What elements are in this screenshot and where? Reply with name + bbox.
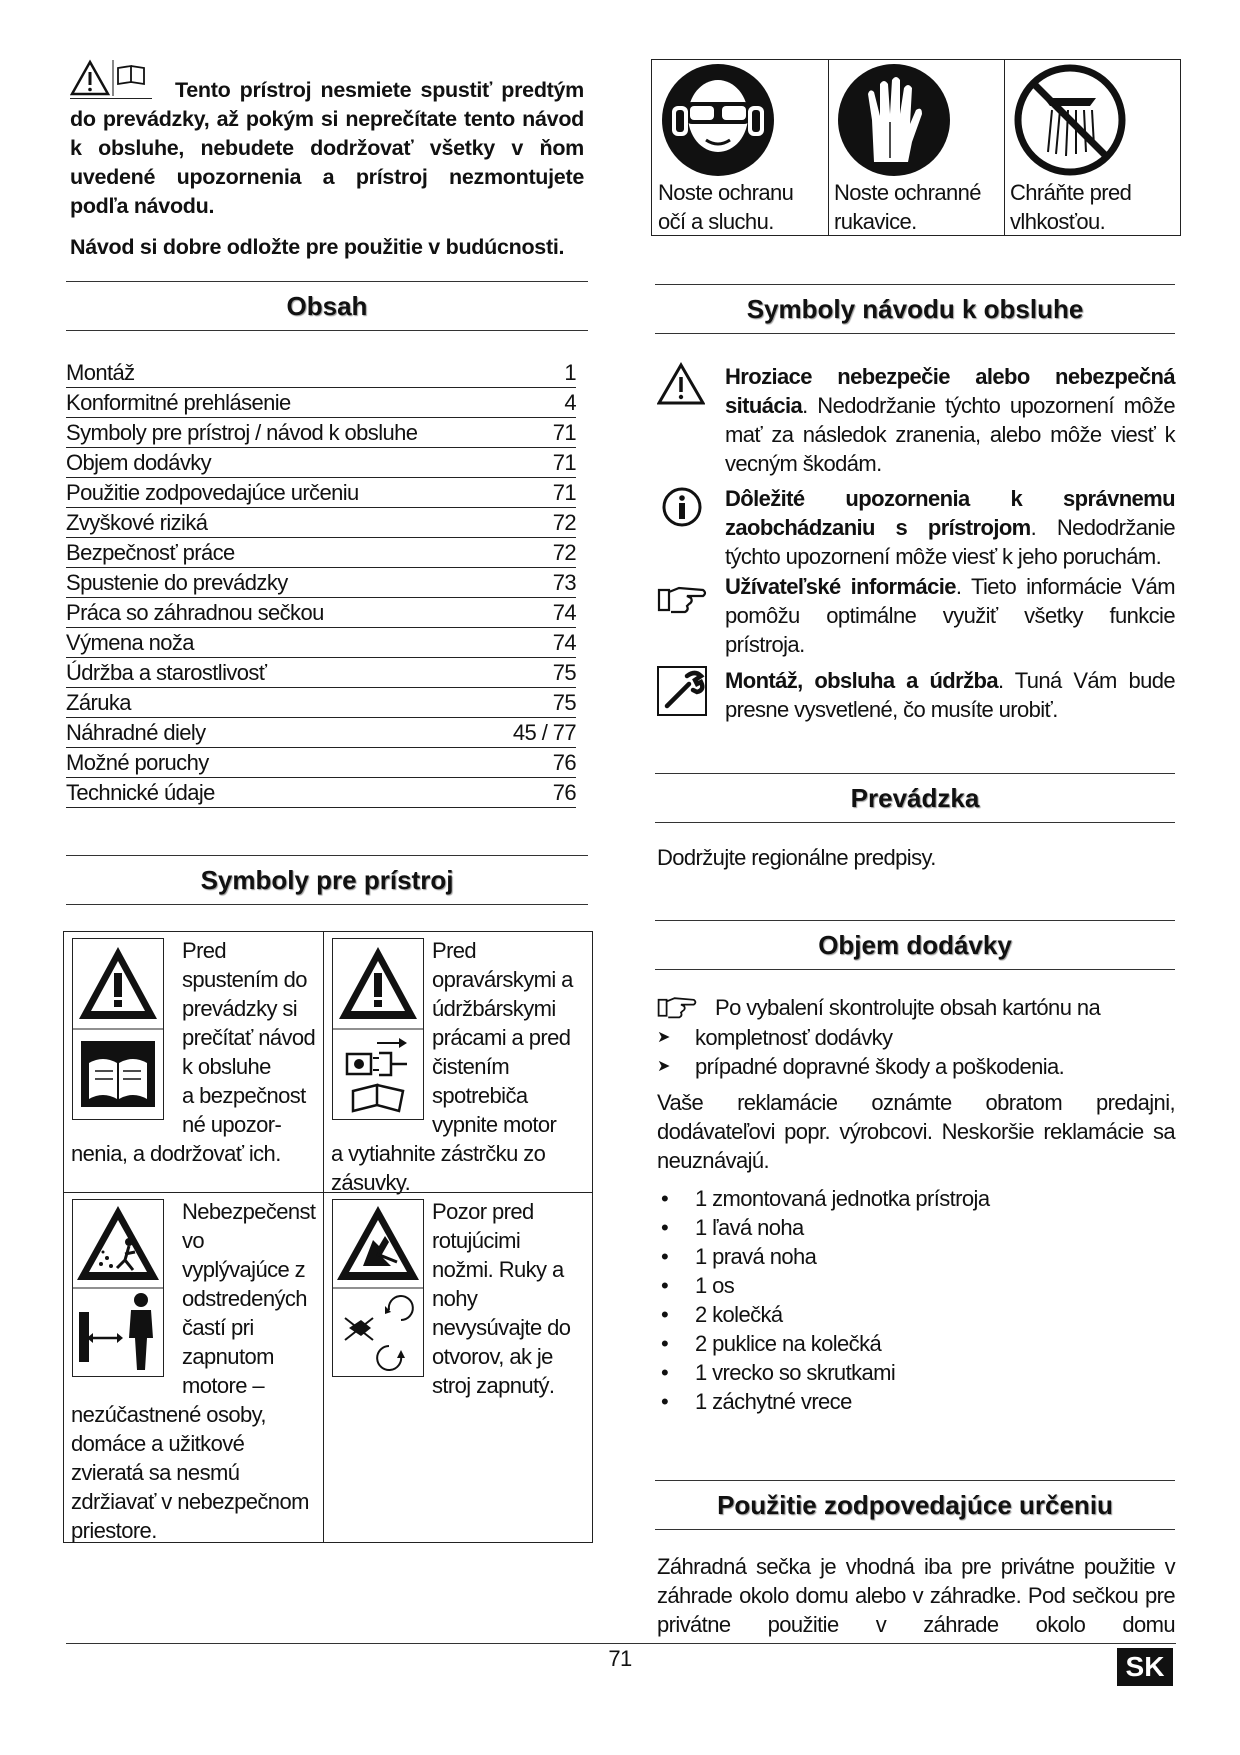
warning-triangle-icon — [79, 947, 157, 1019]
toc-row — [66, 778, 576, 808]
delivery-checks — [657, 1023, 1175, 1081]
symbol-text-line: nevysúvajte do — [432, 1315, 571, 1340]
manual-symbols-title: Symboly návodu k obsluhe — [655, 284, 1175, 334]
toc-label: Technické údaje — [66, 780, 215, 805]
symbol-text-line: spotrebiča — [432, 1083, 528, 1108]
symbol-text-line: údržbárskymi — [432, 996, 556, 1021]
toc-label: Montáž — [66, 360, 135, 385]
manual-book-icon — [81, 1041, 155, 1107]
symbol-text-line: nenia, a dodržovať ich. — [71, 1141, 281, 1166]
symbol-cell-side-text — [182, 936, 324, 1139]
ppe-cell — [652, 60, 829, 235]
symbol-text-line: prečítať návod — [182, 1025, 316, 1050]
flying-debris-warning-icon — [77, 1206, 159, 1280]
symbol-cell-unplug — [323, 931, 593, 1193]
symbol-text-line: vo — [182, 1228, 205, 1253]
info-icon — [661, 486, 703, 528]
delivery-item — [657, 1271, 1175, 1300]
ppe-label: Noste ochranné rukavice. — [834, 180, 981, 234]
arrow-bullet-icon: ➤ — [657, 1058, 670, 1075]
symbol-text-line: prevádzky si — [182, 996, 298, 1021]
bullet-icon: • — [661, 1215, 669, 1240]
toc-page: 45 / 77 — [512, 720, 576, 745]
symbol-text-line: zdržiavať v nebezpečnom — [71, 1489, 309, 1514]
delivery-item — [657, 1358, 1175, 1387]
bullet-icon: • — [661, 1273, 669, 1298]
delivery-item-label: 1 zmontovaná jednotka prístroja — [695, 1186, 990, 1211]
delivery-item — [657, 1184, 1175, 1213]
gloves-icon — [834, 62, 954, 178]
symbol-text-line: Pred — [182, 938, 227, 963]
delivery-item-label: 1 vrecko so skrutkami — [695, 1360, 896, 1385]
blade-warning-icon — [337, 1206, 419, 1280]
symbol-text-line: Pred — [432, 938, 477, 963]
bullet-icon: • — [661, 1186, 669, 1211]
delivery-check-item — [657, 1023, 1175, 1052]
symbol-cell-side-text — [182, 1197, 324, 1400]
bullet-icon: • — [661, 1244, 669, 1269]
ppe-cell — [1004, 60, 1180, 235]
plug-disconnect-icon — [347, 1038, 407, 1075]
toc-label: Možné poruchy — [66, 750, 209, 775]
symbol-text-line: a vytiahnite zástrčku zo — [331, 1141, 546, 1166]
keep-distance-icon — [79, 1293, 153, 1370]
toc-row — [66, 508, 576, 538]
delivery-item-label: 1 ľavá noha — [695, 1215, 804, 1240]
toc-page: 74 — [552, 630, 576, 655]
bullet-icon: • — [661, 1360, 669, 1385]
toc-row — [66, 478, 576, 508]
pointing-hand-icon — [657, 584, 707, 614]
rotating-blade-icon — [345, 1296, 413, 1370]
toc-page: 75 — [552, 690, 576, 715]
delivery-lead: Po vybalení skontrolujte obsah kartónu na — [657, 993, 1175, 1022]
toc-list — [66, 358, 576, 808]
delivery-items — [657, 1184, 1175, 1416]
intended-use-title: Použitie zodpovedajúce určeniu — [655, 1480, 1175, 1530]
symbol-text-line: nohy — [432, 1286, 478, 1311]
toc-page: 75 — [552, 660, 576, 685]
toc-row — [66, 538, 576, 568]
symbol-text-line: nezúčastnené osoby, — [71, 1402, 266, 1427]
toc-title: Obsah — [66, 281, 588, 331]
warning-triangle-icon — [657, 362, 705, 406]
delivery-title: Objem dodávky — [655, 920, 1175, 970]
toc-page: 72 — [552, 540, 576, 565]
symbol-text-line: opravárskymi a — [432, 967, 573, 992]
intro-keep-text: Návod si dobre odložte pre použitie v budúcnosti. — [70, 235, 565, 259]
delivery-complaint: Vaše reklamácie oznámte obratom predajni, dodávateľovi popr. výrobcovi. Neskoršie reklamácie sa neuznávajú. — [657, 1090, 1175, 1173]
toc-row — [66, 658, 576, 688]
delivery-item — [657, 1329, 1175, 1358]
delivery-check-label: kompletnosť dodávky — [695, 1025, 893, 1050]
symbol-text-line: motore – — [182, 1373, 265, 1398]
toc-page: 71 — [552, 450, 576, 475]
delivery-item — [657, 1387, 1175, 1416]
symbol-text-line: spustením do — [182, 967, 307, 992]
device-symbols-title: Symboly pre prístroj — [66, 855, 588, 905]
toc-row — [66, 358, 576, 388]
bullet-icon: • — [661, 1302, 669, 1327]
wrench-icon — [657, 666, 707, 716]
toc-label: Použitie zodpovedajúce určeniu — [66, 480, 359, 505]
device-symbols-table — [63, 931, 593, 1543]
operation-title: Prevádzka — [655, 773, 1175, 823]
delivery-item-label: 1 pravá noha — [695, 1244, 817, 1269]
arrow-bullet-icon: ➤ — [657, 1029, 670, 1046]
delivery-block — [657, 993, 1175, 1416]
symbol-text-line: prácami a pred — [432, 1025, 571, 1050]
symbol-text-line: odstredených — [182, 1286, 307, 1311]
symbol-text-line: zapnutom — [182, 1344, 274, 1369]
delivery-item-label: 2 puklice na kolečká — [695, 1331, 882, 1356]
toc-label: Symboly pre prístroj / návod k obsluhe — [66, 420, 418, 445]
toc-row — [66, 628, 576, 658]
manual-book-icon — [353, 1085, 403, 1111]
symbol-text-line: k obsluhe — [182, 1054, 271, 1079]
symbol-text-line: priestore. — [71, 1518, 157, 1543]
symbol-text-line: Pozor pred — [432, 1199, 534, 1224]
symbol-text-line: né upozor- — [182, 1112, 282, 1137]
toc-label: Bezpečnosť práce — [66, 540, 235, 565]
symbol-text-line: a bezpečnost — [182, 1083, 306, 1108]
manual-symbol-text: Hroziace nebezpečie alebo nebezpečná situácia. Nedodržanie týchto upozornení môže mať za následok zranenia, alebo môže viesť k vecným škodám. — [725, 364, 1175, 476]
toc-row — [66, 388, 576, 418]
symbol-text-line: vyplývajúce z — [182, 1257, 306, 1282]
toc-row — [66, 568, 576, 598]
bullet-icon: • — [661, 1331, 669, 1356]
toc-page: 73 — [552, 570, 576, 595]
delivery-check-label: prípadné dopravné škody a poškodenia. — [695, 1054, 1065, 1079]
pointing-hand-icon — [657, 995, 697, 1019]
manual-symbol-text: Dôležité upozornenia k správnemu zaobchádzaniu s prístrojom. Nedodržanie týchto upozornení môže viesť k jeho poruchám. — [725, 486, 1175, 569]
ppe-label: Chráňte pred vlhkosťou. — [1010, 180, 1132, 234]
symbol-cell-side-text — [432, 936, 592, 1139]
warning-triangle-icon — [339, 947, 417, 1019]
symbol-cell-tail-text — [71, 1400, 321, 1545]
toc-row — [66, 748, 576, 778]
ppe-label: Noste ochranu očí a sluchu. — [658, 180, 794, 234]
symbol-text-line: rotujúcimi — [432, 1228, 521, 1253]
toc-label: Náhradné diely — [66, 720, 206, 745]
no-rain-icon — [1010, 62, 1130, 178]
toc-row — [66, 598, 576, 628]
intended-use-text: Záhradná sečka je vhodná iba pre privátne použitie v záhrade okolo domu alebo v záhradke. Pod sečkou pre privátne použitie v záhrade okolo domu — [657, 1554, 1175, 1637]
operation-text: Dodržujte regionálne predpisy. — [657, 845, 936, 870]
delivery-check-item — [657, 1052, 1175, 1081]
delivery-item-label: 1 záchytné vrece — [695, 1389, 852, 1414]
toc-label: Objem dodávky — [66, 450, 212, 475]
toc-page: 4 — [564, 390, 576, 415]
symbol-cell-bystanders — [63, 1192, 324, 1543]
toc-label: Údržba a starostlivosť — [66, 660, 267, 685]
symbol-text-line: otvorov, ak je — [432, 1344, 553, 1369]
toc-page: 72 — [552, 510, 576, 535]
symbol-cell-side-text — [432, 1197, 592, 1400]
ppe-cell — [828, 60, 1005, 235]
symbol-text-line: vypnite motor — [432, 1112, 557, 1137]
symbol-text-line: Nebezpečenst — [182, 1199, 316, 1224]
delivery-item-label: 2 kolečká — [695, 1302, 783, 1327]
symbol-text-line: zvieratá sa nesmú — [71, 1460, 240, 1485]
toc-page: 71 — [552, 480, 576, 505]
intro-warning-text: Tento prístroj nesmiete spustiť predtým do prevádzky, až pokým si neprečítate tento návod k obsluhe, nebudete dodržovať všetky v ňom uvedené upozornenia a prístroj nezmontujete podľa návodu. — [70, 78, 584, 218]
delivery-item-label: 1 os — [695, 1273, 735, 1298]
delivery-item — [657, 1213, 1175, 1242]
delivery-item — [657, 1242, 1175, 1271]
bullet-icon: • — [661, 1389, 669, 1414]
toc-label: Práca so záhradnou sečkou — [66, 600, 324, 625]
goggles-earmuffs-icon — [658, 62, 778, 178]
toc-page: 1 — [564, 360, 576, 385]
toc-page: 76 — [552, 780, 576, 805]
toc-label: Konformitné prehlásenie — [66, 390, 291, 415]
toc-label: Spustenie do prevádzky — [66, 570, 288, 595]
language-badge: SK — [1117, 1648, 1173, 1686]
symbol-cell-tail-text — [71, 1139, 321, 1168]
symbol-cell-rotating-blades — [323, 1192, 593, 1543]
symbol-text-line: zásuvky. — [331, 1170, 411, 1195]
symbol-cell-read-manual — [63, 931, 324, 1193]
manual-symbol-text: Montáž, obsluha a údržba. Tuná Vám bude presne vysvetlené, čo musíte urobiť. — [725, 668, 1175, 722]
symbol-text-line: domáce a užitkové — [71, 1431, 245, 1456]
toc-row — [66, 688, 576, 718]
toc-label: Zvyškové riziká — [66, 510, 208, 535]
symbol-text-line: čistením — [432, 1054, 510, 1079]
toc-label: Záruka — [66, 690, 131, 715]
symbol-text-line: stroj zapnutý. — [432, 1373, 555, 1398]
toc-row — [66, 448, 576, 478]
toc-row — [66, 718, 576, 748]
toc-label: Výmena noža — [66, 630, 194, 655]
ppe-table — [651, 59, 1181, 236]
toc-page: 71 — [552, 420, 576, 445]
toc-row — [66, 418, 576, 448]
manual-symbol-text: Užívateľské informácie. Tieto informácie Vám pomôžu optimálne využiť všetky funkcie prístroja. — [725, 574, 1175, 657]
toc-page: 76 — [552, 750, 576, 775]
delivery-item — [657, 1300, 1175, 1329]
symbol-cell-tail-text — [331, 1139, 591, 1197]
page-number: 71 — [608, 1646, 632, 1671]
symbol-text-line: nožmi. Ruky a — [432, 1257, 564, 1282]
symbol-text-line: častí pri — [182, 1315, 254, 1340]
toc-page: 74 — [552, 600, 576, 625]
